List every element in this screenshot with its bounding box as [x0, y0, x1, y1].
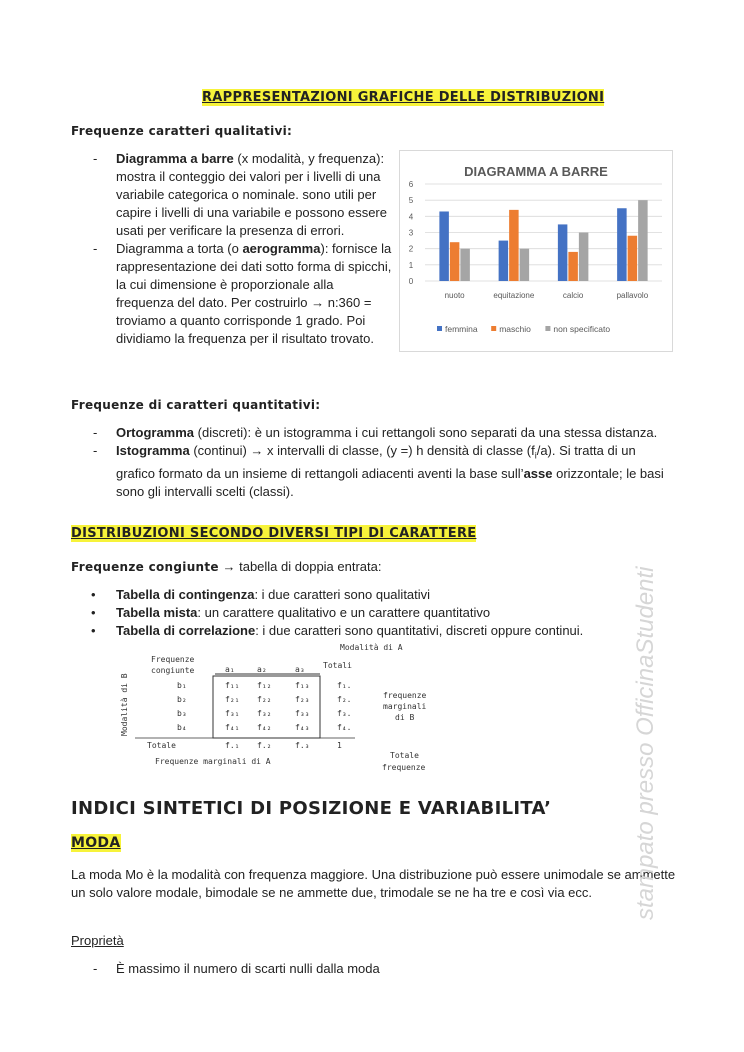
legend-label: femmina [445, 324, 478, 334]
legend-label: maschio [499, 324, 531, 334]
bar-femmina-equitazione [499, 241, 509, 281]
bar-non-specificato-pallavolo [638, 200, 648, 281]
x-tick-label: nuoto [444, 291, 465, 300]
item-text: : un carattere qualitativo e un carattere quantitativo [197, 605, 491, 620]
table-cell: f₂₃ [295, 695, 310, 704]
bar-chart-svg [400, 151, 672, 351]
label-congiunte: congiunte [151, 666, 195, 675]
y-tick-label: 6 [408, 180, 414, 189]
col-header: a₁ [225, 665, 235, 674]
label-freq-marg-b-3: di B [395, 713, 415, 722]
list-item [71, 604, 691, 622]
bar-non-specificato-equitazione [520, 249, 530, 281]
table-cell: f₄₂ [257, 723, 272, 732]
table-cell: f₁₁ [225, 681, 240, 690]
label-totali: Totali [323, 661, 352, 670]
y-tick-label: 0 [408, 277, 414, 286]
bar-femmina-nuoto [439, 211, 449, 281]
label-frequenze: frequenze [382, 763, 426, 772]
y-tick-label: 5 [408, 196, 414, 206]
label-modalita-b: Modalità di B [120, 673, 129, 736]
watermark: stampato presso OfficinaStudenti [632, 566, 659, 920]
total-cell: f.₁ [225, 741, 240, 750]
term-frequenze-congiunte: Frequenze congiunte [71, 560, 219, 574]
list-proprieta [71, 960, 671, 978]
bar-maschio-pallavolo [628, 236, 638, 281]
table-cell: f₁₂ [257, 681, 272, 690]
x-tick-label: pallavolo [616, 291, 649, 300]
item-text: (continui) → x intervalli di classe, (y =) h densità di classe (f [189, 443, 535, 458]
moda-paragraph: La moda Mo è la modalità con frequenza maggiore. Una distribuzione può essere unimodale se ammette un solo valore modale, bimodale se ne ammette due, trimodale se ne ha tre e così via ecc. [71, 867, 676, 900]
heading-indici: INDICI SINTETICI DI POSIZIONE E VARIABILITA’ [71, 798, 552, 819]
proprieta-heading: Proprietà [71, 933, 124, 948]
chart-title: DIAGRAMMA A BARRE [464, 164, 608, 179]
item-text: /a). Si tratta di un grafico formato da un insieme di rettangoli adiacenti aventi la base sull’ [116, 443, 636, 481]
table-cell: f₁. [337, 681, 352, 690]
label-freq-marg-b-2: marginali [383, 702, 427, 711]
table-cell: f₁₃ [295, 681, 310, 690]
item-text: : i due caratteri sono quantitativi, discreti oppure continui. [255, 623, 584, 638]
list-item [71, 622, 691, 640]
label-totale: Totale [390, 751, 419, 760]
term-diagramma-barre: Diagramma a barre [116, 151, 234, 166]
legend-swatch [437, 326, 442, 331]
legend-swatch [545, 326, 550, 331]
y-tick-label: 4 [408, 212, 414, 222]
table-cell: f₂₂ [257, 695, 272, 704]
row-header: b₄ [177, 723, 187, 732]
heading-quantitativi: Frequenze di caratteri quantitativi: [71, 398, 321, 412]
bar-maschio-calcio [568, 252, 578, 281]
page-title: RAPPRESENTAZIONI GRAFICHE DELLE DISTRIBUZIONI [202, 90, 605, 105]
heading-distribuzioni: DISTRIBUZIONI SECONDO DIVERSI TIPI DI CARATTERE [71, 526, 477, 541]
heading-qualitativi: Frequenze caratteri qualitativi: [71, 124, 293, 138]
legend-label: non specificato [553, 324, 611, 334]
table-cell: f₃. [337, 709, 352, 718]
list-qualitativi [71, 150, 393, 348]
legend-swatch [491, 326, 496, 331]
bar-femmina-calcio [558, 224, 568, 281]
table-cell: f₃₂ [257, 709, 272, 718]
table-cell: f₃₁ [225, 709, 240, 718]
item-text: (x modalità, y frequenza): mostra il conteggio dei valori per i livelli di una variabile categorica o nominale. sono utili per capire i livelli di una variabile e possono essere usati per verificare la presenza di errori. [116, 151, 387, 238]
term-aerogramma: aerogramma [242, 241, 321, 256]
y-tick-label: 2 [408, 244, 414, 254]
frequenze-congiunte-line [71, 558, 381, 576]
list-tabelle [71, 586, 691, 640]
heading-moda: MODA [71, 835, 121, 851]
item-text: : i due caratteri sono qualitativi [254, 587, 431, 602]
x-tick-label: calcio [562, 291, 584, 300]
bar-femmina-pallavolo [617, 208, 627, 281]
table-cell: f₄₁ [225, 723, 240, 732]
double-entry-table-figure [115, 640, 445, 778]
list-item [71, 442, 671, 501]
item-text: orizzontale; le basi sono gli intervalli scelti (classi). [116, 465, 664, 499]
table-cell: f₂₁ [225, 695, 240, 704]
total-row-label: Totale [147, 741, 176, 750]
table-cell: f₄₃ [295, 723, 310, 732]
label-frequenze-congiunte: Frequenze [151, 655, 195, 664]
table-cell: f₂. [337, 695, 352, 704]
term-asse: asse [523, 465, 553, 481]
list-item: - È massimo il numero di scarti nulli dalla moda [71, 960, 671, 978]
bar-non-specificato-nuoto [460, 249, 470, 281]
subscript: i [534, 450, 537, 461]
term-ortogramma: Ortogramma [116, 425, 195, 440]
row-header: b₂ [177, 695, 187, 704]
col-header: a₂ [257, 665, 267, 674]
item-text: Diagramma a torta (o [116, 241, 243, 256]
list-item [71, 424, 671, 442]
label-freq-marg-a: Frequenze marginali di A [155, 757, 271, 766]
total-cell: f.₃ [295, 741, 310, 750]
bar-non-specificato-calcio [579, 233, 589, 282]
total-cell: f.₂ [257, 741, 272, 750]
label-freq-marg-b-1: frequenze [383, 691, 427, 700]
term-istogramma: Istogramma [116, 443, 190, 458]
term-correlazione: Tabella di correlazione [116, 623, 256, 638]
term-contingenza: Tabella di contingenza [116, 587, 255, 602]
bar-chart [399, 150, 673, 352]
row-header: b₃ [177, 709, 187, 718]
list-item [71, 586, 691, 604]
list-item [71, 240, 393, 348]
col-header: a₃ [295, 665, 305, 674]
table-cell: f₄. [337, 723, 352, 732]
item-text: ): fornisce la rappresentazione dei dati sotto forma di spicchi, la cui dimensione è proporzionale alla frequenza del dato. Per costruirlo → n:360 = troviamo a quanto corrisponde 1 grado. Poi dividiamo la frequenza per il risultato trovato. [116, 241, 392, 346]
table-cell: f₃₃ [295, 709, 310, 718]
line-text: → tabella di doppia entrata: [218, 559, 382, 574]
y-tick-label: 1 [408, 260, 414, 270]
list-item [71, 150, 393, 240]
item-text: (discreti): è un istogramma i cui rettangoli sono separati da una stessa distanza. [194, 425, 658, 440]
list-quantitativi [71, 424, 671, 501]
bar-maschio-equitazione [509, 210, 519, 281]
row-header: b₁ [177, 681, 187, 690]
total-cell: 1 [337, 741, 342, 750]
term-mista: Tabella mista [116, 605, 198, 620]
x-tick-label: equitazione [493, 291, 535, 300]
y-tick-label: 3 [408, 228, 414, 238]
bar-maschio-nuoto [450, 242, 460, 281]
label-modalita-a: Modalità di A [340, 643, 403, 652]
